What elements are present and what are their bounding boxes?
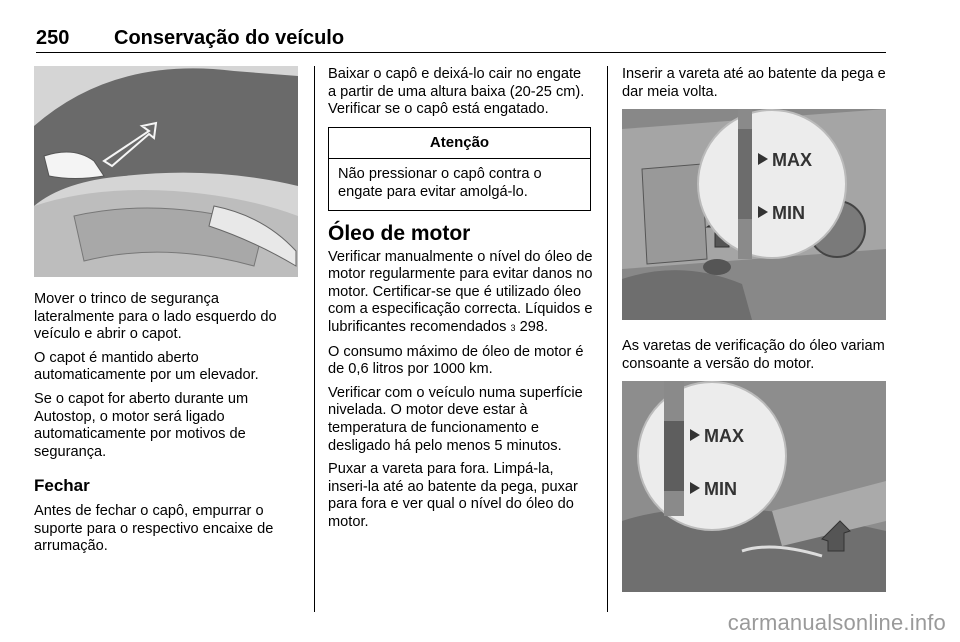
dipstick-max-label: MAX <box>772 150 812 171</box>
column-1 <box>34 66 300 562</box>
dipstick-illustration-1 <box>622 109 886 320</box>
subheading-close: Fechar <box>34 476 90 496</box>
paragraph: Se o capot for aberto durante um Autostop, o motor será ligado automaticamente por motivos de segurança. <box>34 390 249 460</box>
paragraph: O capot é mantido aberto automaticamente por um elevador. <box>34 349 259 384</box>
hood-opening-illustration <box>34 66 298 277</box>
paragraph <box>328 249 593 338</box>
page-title: Conservação do veículo <box>114 27 345 49</box>
paragraph: Mover o trinco de segurança lateralmente para o lado esquerdo do veículo e abrir o capot. <box>34 291 277 343</box>
column-3 <box>622 66 888 592</box>
page-reference-icon: 3 <box>510 322 516 333</box>
paragraph: As varetas de verificação do óleo variam consoante a versão do motor. <box>622 338 885 372</box>
attention-body: Não pressionar o capô contra o engate para evitar amolgá-lo. <box>338 166 542 200</box>
column-divider <box>314 66 315 612</box>
column-2 <box>328 66 593 537</box>
column-divider <box>607 66 608 612</box>
section-title: Óleo de motor <box>328 221 471 245</box>
page-header <box>36 28 886 53</box>
dipstick-min-label: MIN <box>772 203 805 224</box>
paragraph: Puxar a vareta para fora. Limpá-la, inseri-la até ao batente da pega, puxar para fora e ver qual o nível do óleo do motor. <box>328 461 578 530</box>
paragraph-text: Verificar manualmente o nível do óleo de motor regularmente para evitar danos no motor. Certificar-se que é utilizado óleo com a especificação correcta. Líquidos e lubrificantes recomendados <box>328 248 593 335</box>
dipstick-illustration-2 <box>622 381 886 592</box>
page-reference: 298. <box>519 318 549 335</box>
watermark: carmanualsonline.info <box>727 610 946 635</box>
paragraph: Inserir a vareta até ao batente da pega e dar meia volta. <box>622 66 886 100</box>
dipstick-max-label: MAX <box>704 426 744 447</box>
paragraph: O consumo máximo de óleo de motor é de 0,6 litros por 1000 km. <box>328 343 584 378</box>
page-number: 250 <box>36 27 70 49</box>
paragraph: Antes de fechar o capô, empurrar o suporte para o respectivo encaixe de arrumação. <box>34 502 274 555</box>
paragraph: Baixar o capô e deixá-lo cair no engate a partir de uma altura baixa (20-25 cm). Verificar se o capô está engatado. <box>328 66 585 118</box>
attention-title: Atenção <box>329 128 590 160</box>
dipstick-min-label: MIN <box>704 479 737 500</box>
paragraph: Verificar com o veículo numa superfície nivelada. O motor deve estar à temperatura de funcionamento e desligado há pelo menos 5 minutos. <box>328 384 583 454</box>
attention-box <box>328 127 591 211</box>
